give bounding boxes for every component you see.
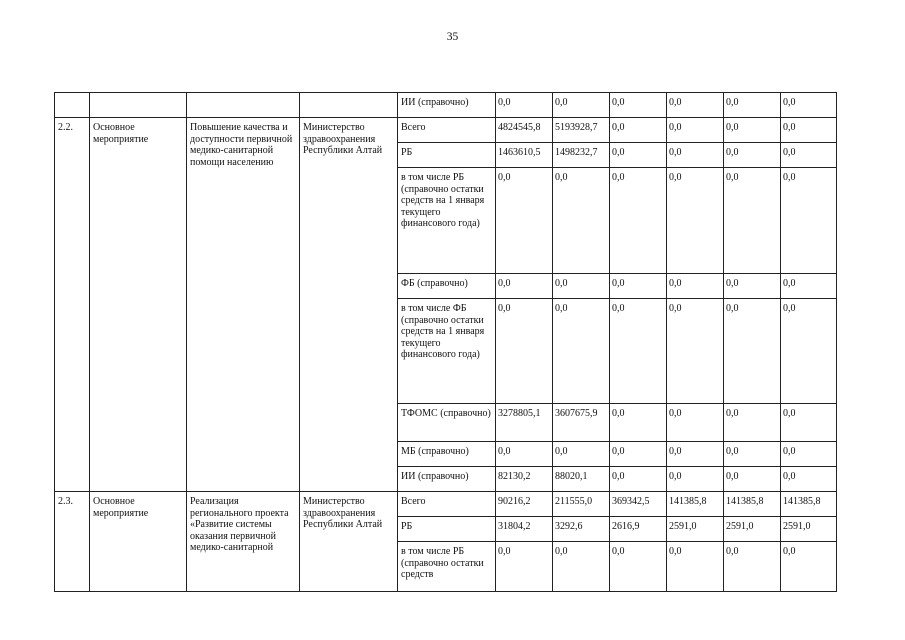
value-cell: 0,0	[667, 143, 724, 168]
value-cell: 0,0	[496, 299, 553, 404]
value-cell: 3292,6	[553, 517, 610, 542]
value-cell: 0,0	[667, 168, 724, 274]
funding-source: в том числе РБ (справочно остатки средств	[398, 542, 496, 592]
value-cell: 0,0	[667, 542, 724, 592]
item-executor: Министерство здравоохранения Республики Алтай	[300, 118, 398, 492]
value-cell: 0,0	[724, 143, 781, 168]
value-cell: 0,0	[496, 168, 553, 274]
item-number: 2.2.	[55, 118, 90, 492]
value-cell: 0,0	[610, 542, 667, 592]
value-cell: 0,0	[724, 168, 781, 274]
funding-source: МБ (справочно)	[398, 442, 496, 467]
value-cell: 0,0	[496, 274, 553, 299]
table-row	[55, 492, 837, 517]
value-cell: 0,0	[610, 404, 667, 442]
value-cell: 0,0	[781, 274, 837, 299]
value-cell: 3278805,1	[496, 404, 553, 442]
funding-source: ТФОМС (справочно)	[398, 404, 496, 442]
item-name: Повышение качества и доступности первичной медико-санитарной помощи населению	[187, 118, 300, 492]
value-cell: 0,0	[610, 118, 667, 143]
value-cell: 0,0	[781, 467, 837, 492]
value-cell: 2591,0	[781, 517, 837, 542]
value-cell: 141385,8	[667, 492, 724, 517]
value-cell: 0,0	[667, 93, 724, 118]
budget-table	[54, 92, 837, 592]
value-cell: 0,0	[553, 168, 610, 274]
value-cell: 0,0	[610, 274, 667, 299]
funding-source: в том числе ФБ (справочно остатки средств на 1 января текущего финансового года)	[398, 299, 496, 404]
value-cell: 90216,2	[496, 492, 553, 517]
funding-source: ИИ (справочно)	[398, 467, 496, 492]
table-row	[55, 118, 837, 143]
value-cell: 141385,8	[781, 492, 837, 517]
value-cell: 0,0	[667, 404, 724, 442]
value-cell: 369342,5	[610, 492, 667, 517]
value-cell: 82130,2	[496, 467, 553, 492]
value-cell: 0,0	[553, 299, 610, 404]
value-cell: 0,0	[724, 467, 781, 492]
value-cell: 2591,0	[667, 517, 724, 542]
value-cell: 0,0	[610, 168, 667, 274]
value-cell: 0,0	[724, 93, 781, 118]
cell-type	[90, 93, 187, 118]
item-name: Реализация регионального проекта «Развитие системы оказания первичной медико-санитарной	[187, 492, 300, 592]
funding-source: Всего	[398, 118, 496, 143]
value-cell: 88020,1	[553, 467, 610, 492]
value-cell: 2616,9	[610, 517, 667, 542]
value-cell: 0,0	[610, 93, 667, 118]
value-cell: 0,0	[553, 274, 610, 299]
value-cell: 0,0	[667, 467, 724, 492]
funding-source: РБ	[398, 517, 496, 542]
cell-name	[187, 93, 300, 118]
value-cell: 0,0	[781, 93, 837, 118]
value-cell: 4824545,8	[496, 118, 553, 143]
value-cell: 1463610,5	[496, 143, 553, 168]
value-cell: 0,0	[724, 299, 781, 404]
funding-source: в том числе РБ (справочно остатки средств на 1 января текущего финансового года)	[398, 168, 496, 274]
value-cell: 0,0	[496, 93, 553, 118]
item-executor: Министерство здравоохранения Республики Алтай	[300, 492, 398, 592]
value-cell: 0,0	[781, 442, 837, 467]
value-cell: 2591,0	[724, 517, 781, 542]
value-cell: 0,0	[553, 93, 610, 118]
value-cell: 141385,8	[724, 492, 781, 517]
value-cell: 0,0	[781, 542, 837, 592]
value-cell: 0,0	[610, 467, 667, 492]
value-cell: 0,0	[496, 442, 553, 467]
value-cell: 0,0	[610, 442, 667, 467]
value-cell: 0,0	[781, 118, 837, 143]
value-cell: 5193928,7	[553, 118, 610, 143]
value-cell: 0,0	[781, 168, 837, 274]
funding-source: Всего	[398, 492, 496, 517]
cell-num	[55, 93, 90, 118]
item-number: 2.3.	[55, 492, 90, 592]
value-cell: 0,0	[667, 118, 724, 143]
value-cell: 3607675,9	[553, 404, 610, 442]
cell-executor	[300, 93, 398, 118]
table-row	[55, 93, 837, 118]
value-cell: 0,0	[496, 542, 553, 592]
value-cell: 0,0	[610, 143, 667, 168]
value-cell: 0,0	[781, 299, 837, 404]
value-cell: 31804,2	[496, 517, 553, 542]
value-cell: 0,0	[724, 274, 781, 299]
value-cell: 0,0	[667, 299, 724, 404]
funding-source: ФБ (справочно)	[398, 274, 496, 299]
value-cell: 0,0	[724, 442, 781, 467]
value-cell: 0,0	[724, 404, 781, 442]
value-cell: 0,0	[553, 442, 610, 467]
page-number: 35	[446, 31, 459, 43]
value-cell: 0,0	[724, 542, 781, 592]
funding-source: РБ	[398, 143, 496, 168]
value-cell: 0,0	[724, 118, 781, 143]
value-cell: 211555,0	[553, 492, 610, 517]
value-cell: 0,0	[553, 542, 610, 592]
item-type: Основное мероприятие	[90, 492, 187, 592]
value-cell: 1498232,7	[553, 143, 610, 168]
value-cell: 0,0	[667, 442, 724, 467]
funding-source: ИИ (справочно)	[398, 93, 496, 118]
value-cell: 0,0	[667, 274, 724, 299]
value-cell: 0,0	[781, 143, 837, 168]
value-cell: 0,0	[781, 404, 837, 442]
value-cell: 0,0	[610, 299, 667, 404]
item-type: Основное мероприятие	[90, 118, 187, 492]
